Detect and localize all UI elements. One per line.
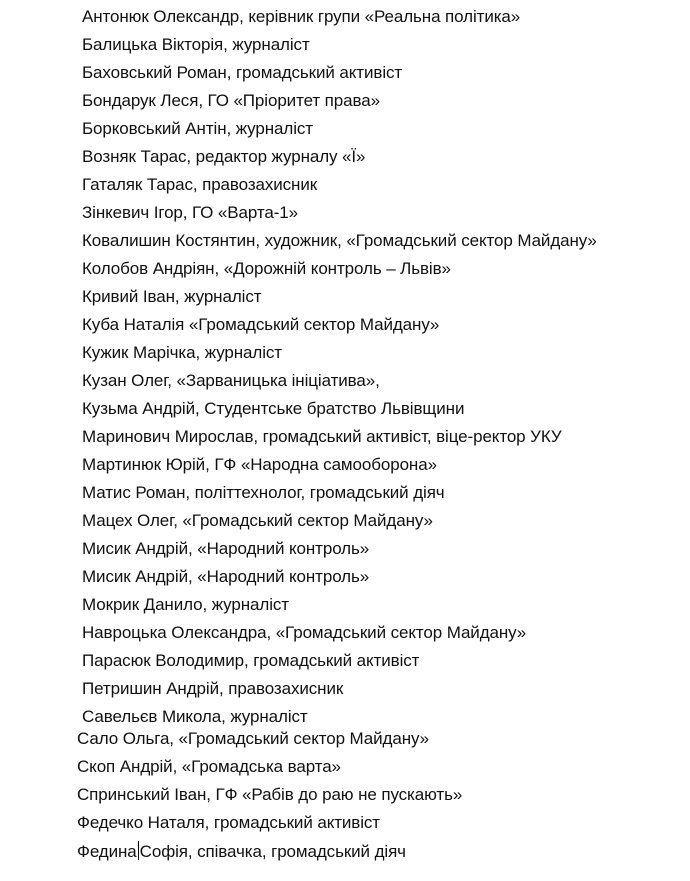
text-cursor (138, 841, 139, 860)
list-item: Савельєв Микола, журналіст (82, 707, 308, 726)
list-item: Кривий Іван, журналіст (82, 287, 262, 306)
list-item: Мокрик Данило, журналіст (82, 595, 289, 614)
list-item: Гаталяк Тарас, правозахисник (82, 175, 318, 194)
list-item: Колобов Андріян, «Дорожній контроль – Львів» (82, 259, 451, 278)
list-item: Баховський Роман, громадський активіст (82, 63, 403, 82)
list-item: Балицька Вікторія, журналіст (82, 35, 310, 54)
list-item: Кужик Марічка, журналіст (82, 343, 282, 362)
list-item: Кузан Олег, «Зарваницька ініціатива», (82, 371, 380, 390)
list-item-text-before-caret: Федина (77, 842, 137, 861)
list-item: Матис Роман, політтехнолог, громадський діяч (82, 483, 445, 502)
list-item: Сало Ольга, «Громадський сектор Майдану» (77, 729, 429, 748)
list-item: Мартинюк Юрій, ГФ «Народна самооборона» (82, 455, 437, 474)
list-item: Спринський Іван, ГФ «Рабів до раю не пускають» (77, 785, 463, 804)
list-item: Кузьма Андрій, Студентське братство Львівщини (82, 399, 465, 418)
list-item: Навроцька Олександра, «Громадський сектор Майдану» (82, 623, 527, 642)
list-item: Федечко Наталя, громадський активіст (77, 813, 380, 832)
list-item: Мацех Олег, «Громадський сектор Майдану» (82, 511, 433, 530)
list-item: Мисик Андрій, «Народний контроль» (82, 567, 370, 586)
list-item: Ковалишин Костянтин, художник, «Громадський сектор Майдану» (82, 231, 597, 250)
list-item[interactable] (77, 841, 406, 862)
list-item: Борковський Антін, журналіст (82, 119, 313, 138)
list-item: Парасюк Володимир, громадський активіст (82, 651, 420, 670)
list-item: Бондарук Леся, ГО «Пріоритет права» (82, 91, 380, 110)
list-item: Зінкевич Ігор, ГО «Варта-1» (82, 203, 298, 222)
list-item: Скоп Андрій, «Громадська варта» (77, 757, 341, 776)
list-item: Антонюк Олександр, керівник групи «Реальна політика» (82, 7, 521, 26)
list-item: Возняк Тарас, редактор журналу «Ї» (82, 147, 366, 166)
list-item: Маринович Мирослав, громадський активіст, віце-ректор УКУ (82, 427, 562, 446)
list-item: Куба Наталія «Громадський сектор Майдану» (82, 315, 440, 334)
list-item-text-after-caret: Софія, співачка, громадський діяч (139, 842, 406, 861)
list-item: Петришин Андрій, правозахисник (82, 679, 344, 698)
list-item: Мисик Андрій, «Народний контроль» (82, 539, 370, 558)
